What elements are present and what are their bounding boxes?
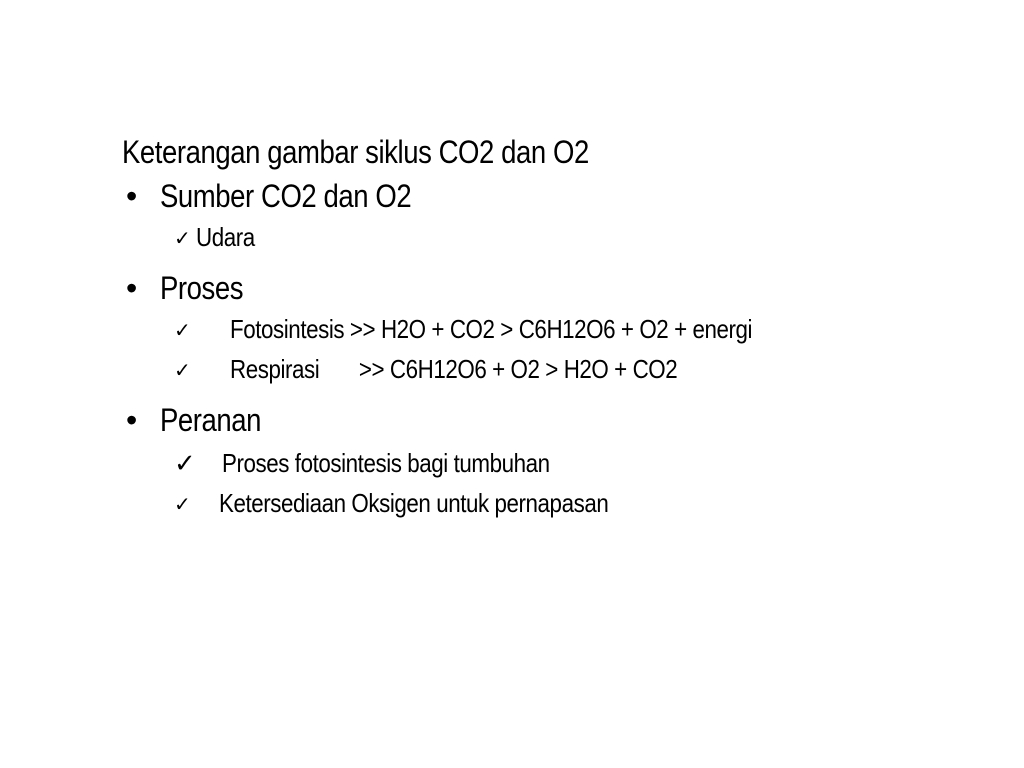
- sub-item-text: [230, 350, 677, 388]
- sub-item-udara: [122, 218, 982, 258]
- bullet-peranan: [122, 398, 982, 442]
- bullet-proses: [122, 266, 982, 310]
- sub-item-fotosintesis: [122, 310, 982, 350]
- checkmark-icon: ✓: [174, 360, 191, 382]
- checkmark-icon: ✓: [174, 320, 191, 342]
- bullet-sumber: [122, 174, 982, 218]
- checkmark-icon: ✓: [174, 448, 196, 478]
- checkmark-icon: ✓: [174, 494, 191, 516]
- respirasi-formula: >> C6H12O6 + O2 > H2O + CO2: [358, 354, 678, 384]
- bullet-icon: •: [126, 270, 137, 306]
- sub-item-text: Udara: [196, 222, 255, 252]
- bullet-label: Peranan: [160, 402, 262, 438]
- sub-item-text: Ketersediaan Oksigen untuk pernapasan: [219, 488, 609, 518]
- bullet-icon: •: [126, 178, 137, 214]
- sub-item-text: Proses fotosintesis bagi tumbuhan: [222, 448, 550, 478]
- bullet-label: Sumber CO2 dan O2: [160, 178, 412, 214]
- bullet-label: Proses: [160, 270, 244, 306]
- respirasi-name: Respirasi: [230, 354, 320, 384]
- bullet-icon: •: [126, 402, 137, 438]
- sub-item-text: Fotosintesis >> H2O + CO2 > C6H12O6 + O2 + energi: [230, 314, 753, 344]
- checkmark-icon: ✓: [174, 228, 191, 250]
- slide-content: [122, 130, 982, 524]
- slide-title: Keterangan gambar siklus CO2 dan O2: [122, 134, 589, 170]
- sub-item-respirasi: [122, 350, 982, 390]
- sub-item-ketersediaan-oksigen: [122, 484, 982, 524]
- sub-item-proses-fotosintesis: [122, 444, 982, 482]
